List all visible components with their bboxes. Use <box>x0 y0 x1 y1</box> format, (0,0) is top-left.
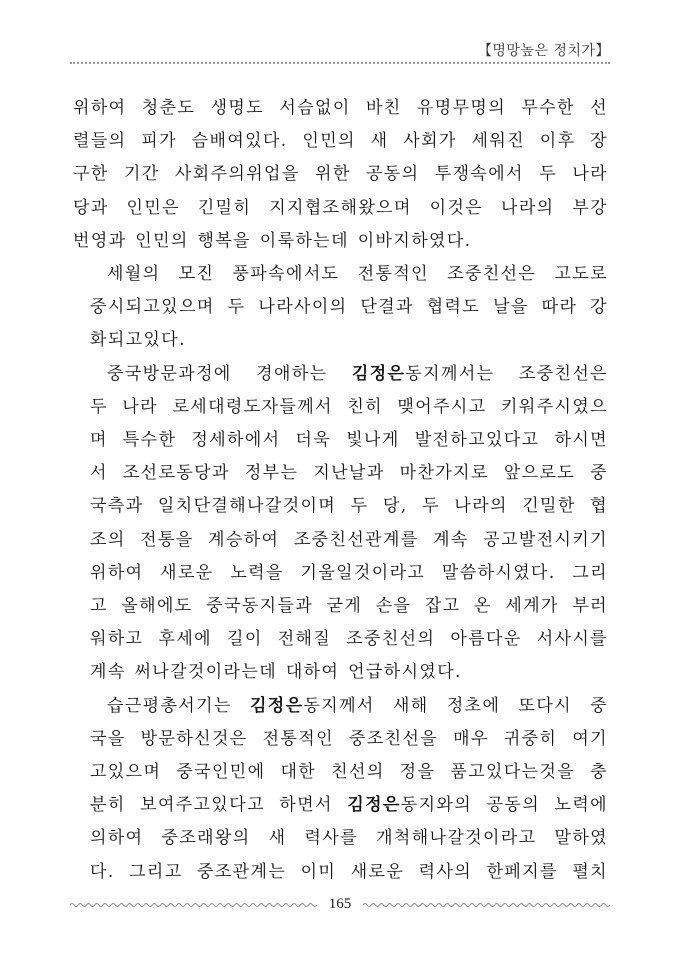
text-line <box>73 358 608 391</box>
leader-name: 김정은 <box>249 695 304 716</box>
paragraph-3 <box>73 358 608 690</box>
text-line: 중시되고있으며 두 나라사이의 단결과 협력도 날을 따라 강 <box>90 297 608 318</box>
text-run: 분히 보여주고있다고 하면서 <box>90 795 348 816</box>
text-line: 위하여 청춘도 생명도 서슴없이 바친 유명무명의 무수한 선 <box>73 98 608 118</box>
paragraph-1 <box>73 92 608 258</box>
text-line: 조의 전통을 계승하여 조중친선관계를 계속 공고발전시키기 <box>90 529 608 550</box>
text-line: 계속 써나갈것이라는데 대하여 언급하시였다. <box>90 662 462 683</box>
header-divider <box>70 62 610 64</box>
footer-ornament-left <box>70 902 317 908</box>
leader-name: 김정은 <box>351 363 406 384</box>
text-run: 동지께서 새해 정초에 또다시 중 <box>303 695 609 716</box>
text-line: 고있으며 중국인민에 대한 친선의 정을 품고있다는것을 충 <box>90 762 608 783</box>
text-line: 두 나라 로세대령도자들께서 친히 맺어주시고 키워주시였으 <box>90 396 608 417</box>
footer-ornament-right <box>363 902 610 908</box>
text-line: 세월의 모진 풍파속에서도 전통적인 조중친선은 고도로 <box>107 264 608 285</box>
paragraph-2 <box>73 258 608 358</box>
text-line: 당과 인민은 긴밀히 지지협조해왔으며 이것은 나라의 부강 <box>73 197 608 218</box>
paragraph-4 <box>73 690 608 889</box>
text-line: 화되고있다. <box>90 330 186 351</box>
text-line: 다. 그리고 중조관계는 이미 새로운 력사의 한페지를 펼치 <box>90 861 608 882</box>
text-run: 중국방문과정에 경애하는 <box>107 363 352 384</box>
text-run: 습근평총서기는 <box>107 695 250 716</box>
text-line: 국을 방문하신것은 전통적인 중조친선을 매우 귀중히 여기 <box>90 728 608 749</box>
running-header-title: 【명망높은 정치가】 <box>477 43 610 59</box>
text-line: 서 조선로동당과 정부는 지난날과 마찬가지로 앞으로도 중 <box>90 463 608 484</box>
text-line: 며 특수한 정세하에서 더욱 빛나게 발전하고있다고 하시면 <box>90 430 608 451</box>
text-line: 국측과 일치단결해나갈것이며 두 당, 두 나라의 긴밀한 협 <box>90 496 608 517</box>
text-run: 동지께서는 조중친선은 <box>405 363 608 384</box>
text-run: 동지와의 공동의 노력에 <box>400 795 608 816</box>
text-line: 구한 기간 사회주의위업을 위한 공동의 투쟁속에서 두 나라 <box>73 164 608 185</box>
text-line: 의하여 중조래왕의 새 력사를 개척해나갈것이라고 말하였 <box>90 828 608 849</box>
page-body <box>73 92 608 889</box>
text-line: 워하고 후세에 길이 전해질 조중친선의 아름다운 서사시를 <box>90 629 608 650</box>
page-footer <box>70 896 610 913</box>
leader-name: 김정은 <box>347 795 401 816</box>
text-line: 번영과 인민의 행복을 이룩하는데 이바지하였다. <box>73 230 472 251</box>
text-line <box>73 690 608 723</box>
text-line <box>73 789 608 822</box>
page-number: 165 <box>328 896 352 912</box>
text-line: 고 올해에도 중국동지들과 굳게 손을 잡고 온 세계가 부러 <box>90 596 608 617</box>
text-line: 위하여 새로운 노력을 기울일것이라고 말씀하시였다. 그리 <box>90 562 608 583</box>
text-line: 렬들의 피가 슴배여있다. 인민의 새 사회가 세워진 이후 장 <box>73 131 608 152</box>
